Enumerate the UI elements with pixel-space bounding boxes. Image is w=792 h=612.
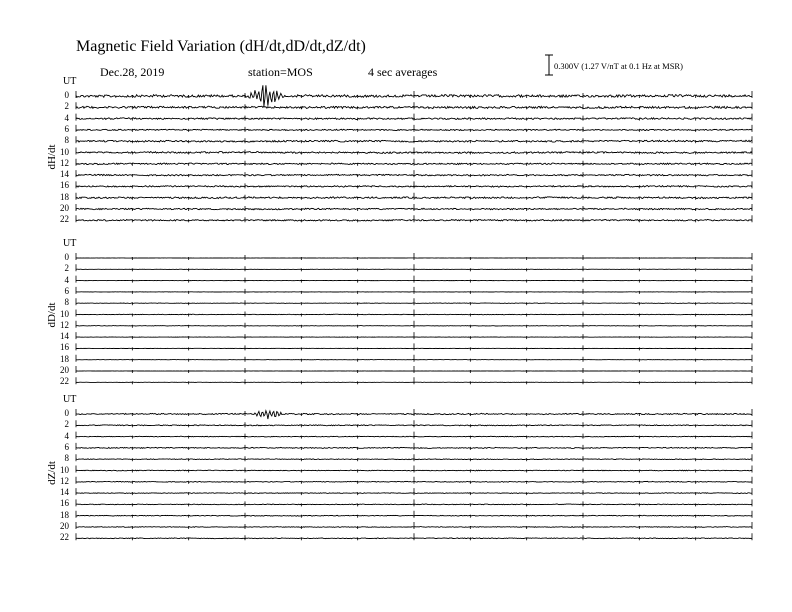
hour-label: 16 (60, 342, 69, 353)
hour-label: 18 (60, 509, 69, 520)
trace-line (76, 436, 752, 437)
hour-label: 18 (60, 353, 69, 364)
hour-label: 8 (64, 297, 69, 308)
date-label: Dec.28, 2019 (100, 65, 165, 79)
hour-label: 14 (60, 487, 69, 498)
hour-label: 14 (60, 169, 69, 180)
hour-label: 22 (60, 376, 69, 387)
ut-label: UT (63, 238, 77, 249)
hour-label: 18 (60, 191, 69, 202)
hour-label: 16 (60, 498, 69, 509)
hour-label: 8 (64, 453, 69, 464)
panel-ylabel: dD/dt (46, 302, 58, 328)
hour-label: 12 (60, 475, 69, 486)
trace-line (76, 538, 752, 539)
hour-label: 0 (64, 252, 69, 262)
scale-bar-label: 0.300V (1.27 V/nT at 0.1 Hz at MSR) (554, 61, 683, 71)
hour-label: 2 (64, 101, 69, 112)
panel-ylabel: dH/dt (46, 144, 58, 170)
hour-label: 4 (64, 112, 69, 123)
ut-label: UT (63, 394, 77, 405)
trace-line (76, 527, 752, 528)
hour-label: 14 (60, 331, 69, 342)
hour-label: 8 (64, 135, 69, 146)
hour-label: 10 (60, 464, 69, 475)
hour-label: 22 (60, 532, 69, 543)
hour-label: 6 (64, 123, 69, 134)
hour-label: 2 (64, 263, 69, 274)
station-label: station=MOS (248, 65, 313, 79)
hour-label: 6 (64, 441, 69, 452)
hour-label: 6 (64, 285, 69, 296)
hour-label: 10 (60, 146, 69, 157)
hour-label: 4 (64, 430, 69, 441)
trace-line (76, 459, 752, 460)
averaging-label: 4 sec averages (368, 65, 438, 79)
trace-line (76, 504, 752, 505)
hour-label: 0 (64, 408, 69, 418)
hour-label: 22 (60, 214, 69, 225)
trace-line (76, 481, 752, 482)
hour-label: 12 (60, 157, 69, 168)
hour-label: 12 (60, 319, 69, 330)
panel-ylabel: dZ/dt (46, 461, 58, 485)
chart-title: Magnetic Field Variation (dH/dt,dD/dt,dZ/dt) (76, 38, 366, 55)
hour-label: 4 (64, 274, 69, 285)
hour-label: 16 (60, 180, 69, 191)
ut-label: UT (63, 76, 77, 87)
hour-label: 20 (60, 365, 69, 375)
hour-label: 20 (60, 203, 69, 213)
hour-label: 20 (60, 521, 69, 531)
hour-label: 2 (64, 419, 69, 430)
trace-line (76, 314, 752, 315)
hour-label: 10 (60, 308, 69, 319)
hour-label: 0 (64, 90, 69, 100)
trace-line (76, 515, 752, 516)
